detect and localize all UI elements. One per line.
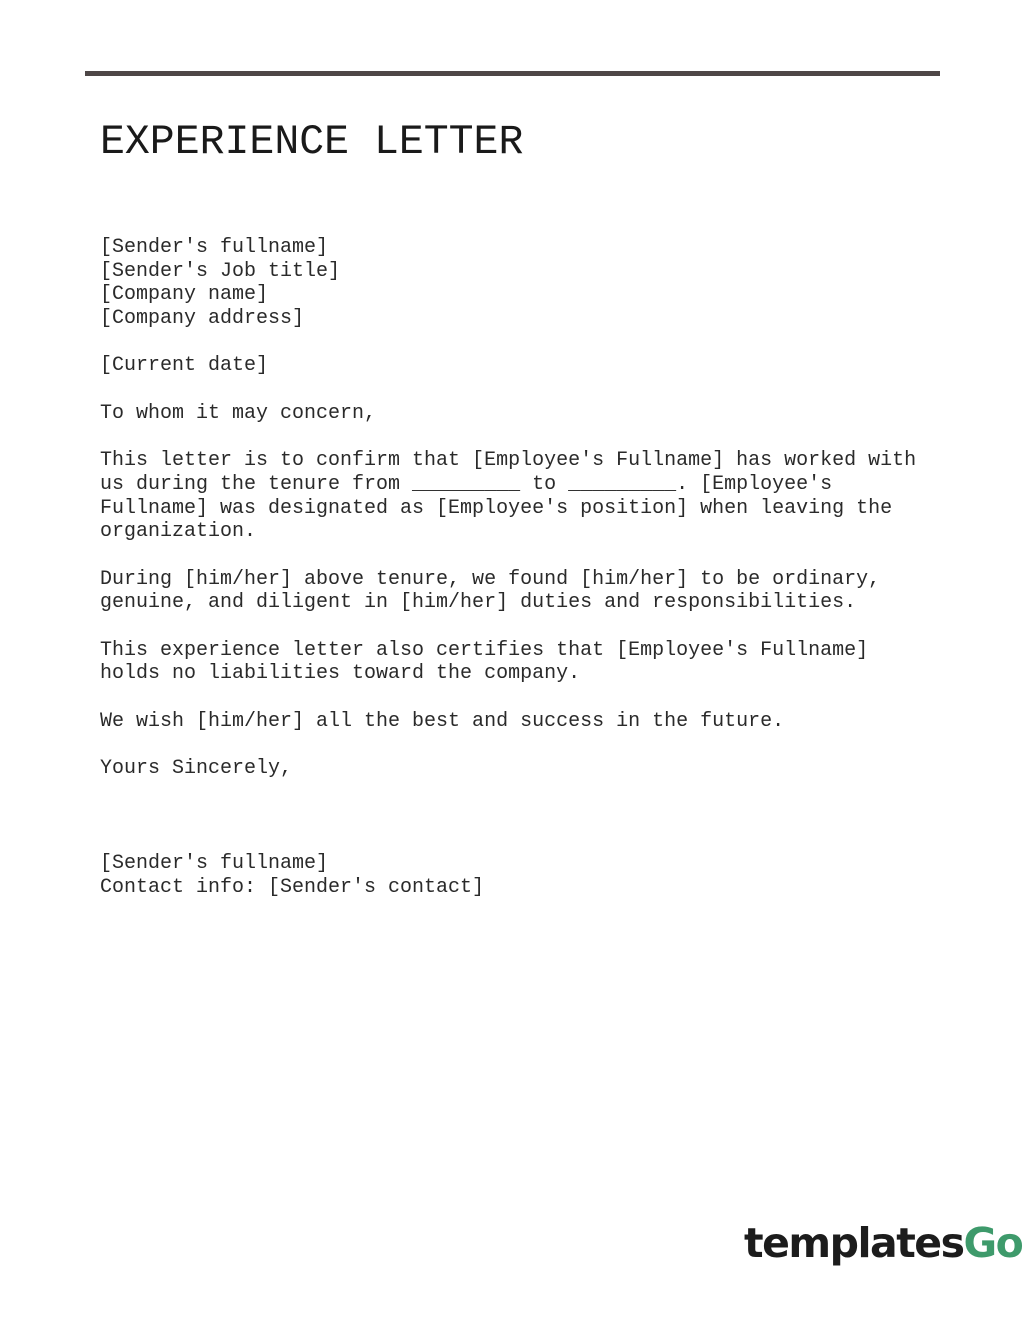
- paragraph-line: holds no liabilities toward the company.: [100, 662, 581, 686]
- logo-text-templates: templates: [744, 1219, 964, 1267]
- paragraph-line: organization.: [100, 520, 257, 544]
- company-name: [Company name]: [100, 283, 269, 307]
- paragraph-line: genuine, and diligent in [him/her] duties and responsibilities.: [100, 591, 857, 615]
- templatesgo-logo: [744, 1218, 1022, 1268]
- paragraph-line: This letter is to confirm that [Employee's Fullname] has worked with: [100, 449, 917, 473]
- paragraph-line: us during the tenure from _________ to _________. [Employee's: [100, 472, 833, 496]
- letter-body: [100, 236, 960, 899]
- sender-block: [100, 236, 960, 331]
- current-date: [Current date]: [100, 354, 269, 378]
- paragraph-confirmation: [100, 449, 960, 544]
- logo-text-go: Go: [963, 1219, 1023, 1267]
- document-title: EXPERIENCE LETTER: [100, 119, 524, 166]
- signature-contact: Contact info: [Sender's contact]: [100, 875, 485, 899]
- paragraph-conduct: [100, 568, 960, 615]
- paragraph-wishes: [100, 710, 960, 734]
- paragraph-line: We wish [him/her] all the best and success in the future.: [100, 709, 785, 733]
- company-address: [Company address]: [100, 307, 305, 331]
- sender-fullname: [Sender's fullname]: [100, 236, 329, 259]
- closing: Yours Sincerely,: [100, 757, 293, 781]
- salutation: To whom it may concern,: [100, 401, 377, 425]
- top-divider: [85, 71, 940, 76]
- paragraph-liabilities: [100, 639, 960, 686]
- paragraph-line: This experience letter also certifies that [Employee's Fullname]: [100, 638, 869, 662]
- paragraph-line: Fullname] was designated as [Employee's position] when leaving the: [100, 496, 893, 520]
- sender-job-title: [Sender's Job title]: [100, 259, 341, 283]
- paragraph-line: During [him/her] above tenure, we found [him/her] to be ordinary,: [100, 567, 881, 591]
- signature-block: [100, 852, 960, 899]
- signature-name: [Sender's fullname]: [100, 851, 329, 875]
